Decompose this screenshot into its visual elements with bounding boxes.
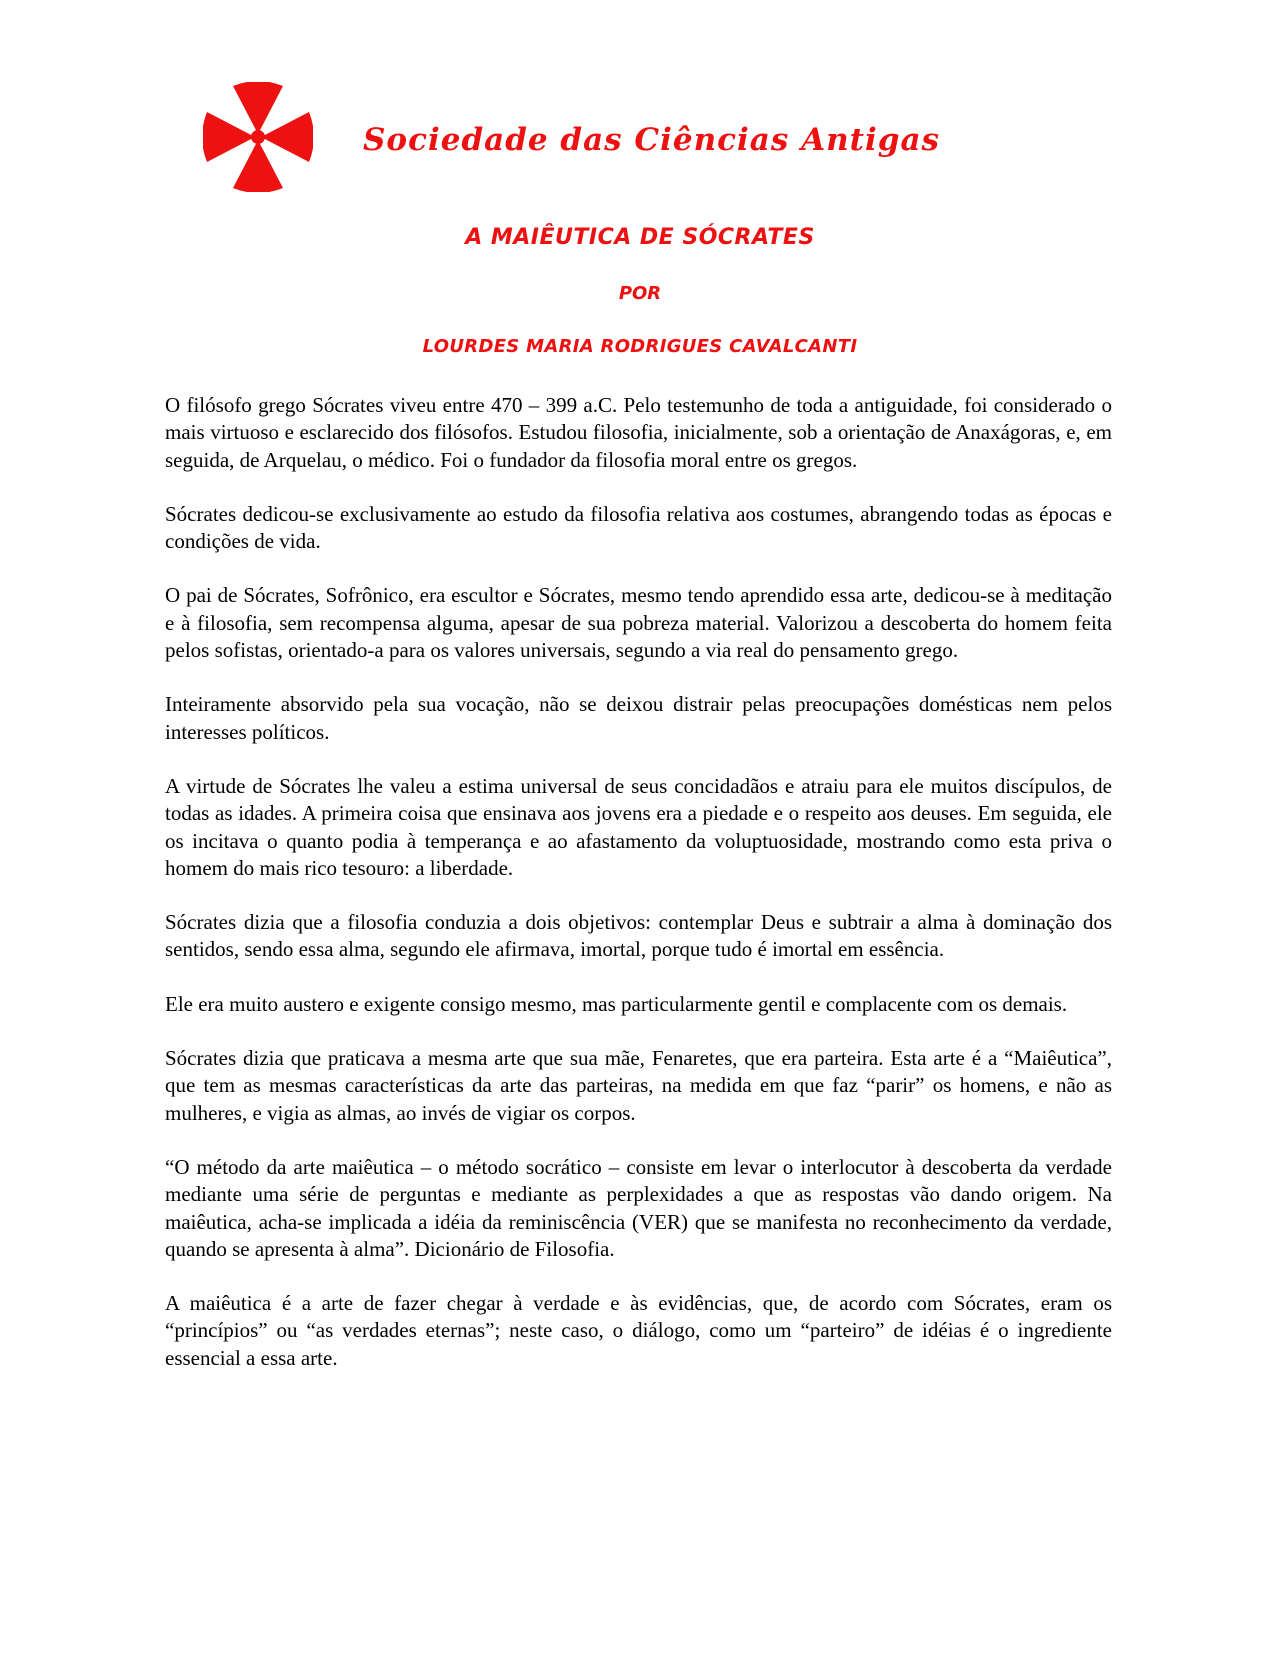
paragraph: “O método da arte maiêutica – o método socrático – consiste em levar o interlocutor à descoberta da verdade mediante uma série de perguntas e mediante as perplexidades a que as respostas vão dando origem. Na maiêutica, acha-se implicada a idéia da reminiscência (VER) que se manifesta no reconhecimento da verdade, quando se apresenta à alma”. Dicionário de Filosofia. <box>165 1154 1112 1261</box>
author-name: LOURDES MARIA RODRIGUES CAVALCANTI <box>422 336 858 357</box>
paragraph: Ele era muito austero e exigente consigo mesmo, mas particularmente gentil e complacente com os demais. <box>165 991 1068 1016</box>
paragraph: Sócrates dizia que a filosofia conduzia a dois objetivos: contemplar Deus e subtrair a alma à dominação dos sentidos, sendo essa alma, segundo ele afirmava, imortal, porque tudo é imortal em essência. <box>165 910 1112 962</box>
page-header <box>203 82 940 192</box>
red-cross-pattee-icon <box>203 82 313 192</box>
cross-arm-top <box>233 82 283 134</box>
article-title: A MAIÊUTICA DE SÓCRATES <box>465 225 815 250</box>
paragraph: Sócrates dizia que praticava a mesma arte que sua mãe, Fenaretes, que era parteira. Esta arte é a “Maiêutica”, que tem as mesmas características da arte das parteiras, na medida em que faz “parir” os homens, e não as mulheres, e vigia as almas, ao invés de vigiar os corpos. <box>165 1046 1112 1125</box>
paragraph: A maiêutica é a arte de fazer chegar à verdade e às evidências, que, de acordo com Sócrates, eram os “princípios” ou “as verdades eternas”; neste caso, o diálogo, como um “parteiro” de idéias é o ingrediente essencial a essa arte. <box>165 1291 1112 1370</box>
cross-arm-right <box>261 112 313 162</box>
cross-arm-bottom <box>233 140 283 192</box>
article-body <box>165 392 1112 1399</box>
cross-arm-left <box>203 112 255 162</box>
paragraph: A virtude de Sócrates lhe valeu a estima universal de seus concidadãos e atraiu para ele muitos discípulos, de todas as idades. A primeira coisa que ensinava aos jovens era a piedade e o respeito aos deuses. Em seguida, ele os incitava o quanto podia à temperança e ao afastamento da voluptuosidade, mostrando como esta priva o homem do mais rico tesouro: a liberdade. <box>165 773 1112 880</box>
paragraph: O pai de Sócrates, Sofrônico, era escultor e Sócrates, mesmo tendo aprendido essa arte, dedicou-se à meditação e à filosofia, sem recompensa alguma, apesar de sua pobreza material. Valorizou a descoberta do homem feita pelos sofistas, orientado-a para os valores universais, segundo a via real do pensamento grego. <box>165 583 1112 663</box>
society-name: Sociedade das Ciências Antigas <box>363 122 940 158</box>
paragraph: Sócrates dedicou-se exclusivamente ao estudo da filosofia relativa aos costumes, abrangendo todas as épocas e condições de vida. <box>165 501 1112 554</box>
paragraph: Inteiramente absorvido pela sua vocação, não se deixou distrair pelas preocupações domésticas nem pelos interesses políticos. <box>165 692 1112 744</box>
paragraph: O filósofo grego Sócrates viveu entre 470 – 399 a.C. Pelo testemunho de toda a antiguidade, foi considerado o mais virtuoso e esclarecido dos filósofos. Estudou filosofia, inicialmente, sob a orientação de Anaxágoras, e, em seguida, de Arquelau, o médico. Foi o fundador da filosofia moral entre os gregos. <box>165 393 1112 472</box>
by-label: POR <box>618 283 662 304</box>
